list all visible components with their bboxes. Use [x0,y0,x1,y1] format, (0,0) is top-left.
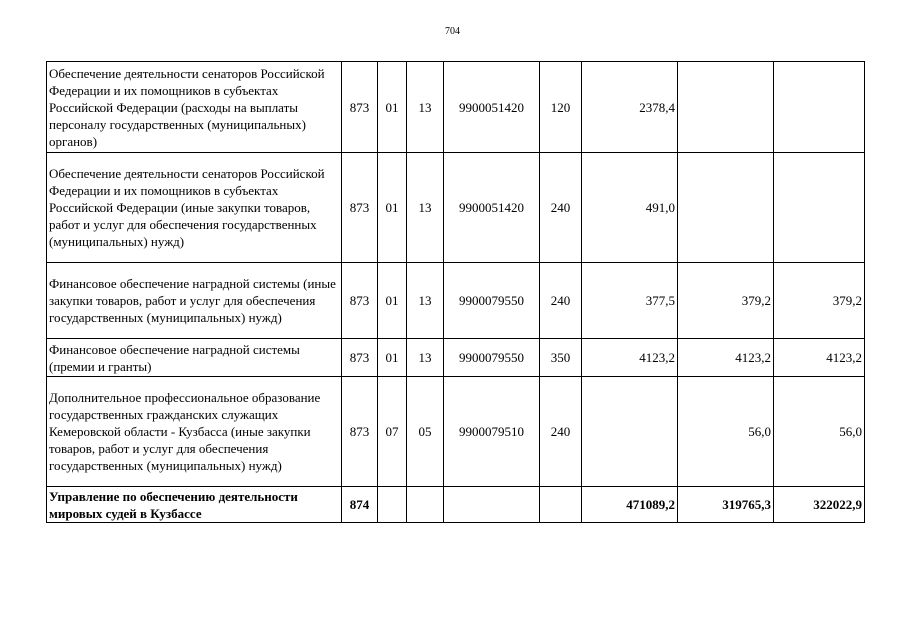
table-row [47,62,865,153]
amount-year-2: 319765,3 [678,487,774,523]
expense-name: Обеспечение деятельности сенаторов Российской Федерации и их помощников в субъектах Российской Федерации (иные закупки товаров, работ и услуг для обеспечения государственных (муниципальных) нужд) [47,153,342,263]
amount-year-2 [678,62,774,153]
target-article-code: 9900079510 [444,377,540,487]
amount-year-3: 379,2 [774,263,865,339]
expense-name: Финансовое обеспечение наградной системы (премии и гранты) [47,339,342,377]
ministry-code: 873 [342,263,378,339]
expense-type-code: 240 [540,377,582,487]
amount-year-2: 4123,2 [678,339,774,377]
ministry-code: 874 [342,487,378,523]
amount-year-2: 56,0 [678,377,774,487]
amount-year-3 [774,62,865,153]
expense-type-code: 350 [540,339,582,377]
subsection-code: 13 [407,153,444,263]
section-code [378,487,407,523]
table-row-total [47,487,865,523]
section-code: 01 [378,62,407,153]
target-article-code: 9900079550 [444,339,540,377]
target-article-code [444,487,540,523]
expense-name: Дополнительное профессиональное образование государственных гражданских служащих Кемеровской области - Кузбасса (иные закупки товаров, работ и услуг для обеспечения государственных (муниципальных) нужд) [47,377,342,487]
target-article-code: 9900079550 [444,263,540,339]
target-article-code: 9900051420 [444,62,540,153]
amount-year-3: 56,0 [774,377,865,487]
section-code: 07 [378,377,407,487]
amount-year-2 [678,153,774,263]
amount-year-1: 2378,4 [582,62,678,153]
table-row [47,263,865,339]
amount-year-1: 491,0 [582,153,678,263]
section-code: 01 [378,339,407,377]
expense-name: Обеспечение деятельности сенаторов Российской Федерации и их помощников в субъектах Российской Федерации (расходы на выплаты персоналу государственных (муниципальных) органов) [47,62,342,153]
expense-type-code: 240 [540,263,582,339]
amount-year-2: 379,2 [678,263,774,339]
subsection-code: 13 [407,62,444,153]
ministry-code: 873 [342,339,378,377]
table-row [47,153,865,263]
expense-name: Финансовое обеспечение наградной системы (иные закупки товаров, работ и услуг для обеспечения государственных (муниципальных) нужд) [47,263,342,339]
amount-year-1: 377,5 [582,263,678,339]
amount-year-3: 4123,2 [774,339,865,377]
table-row [47,377,865,487]
ministry-code: 873 [342,153,378,263]
page-number: 704 [445,26,460,37]
amount-year-3 [774,153,865,263]
expense-name: Управление по обеспечению деятельности мировых судей в Кузбассе [47,487,342,523]
subsection-code [407,487,444,523]
ministry-code: 873 [342,377,378,487]
expense-type-code [540,487,582,523]
subsection-code: 13 [407,263,444,339]
section-code: 01 [378,263,407,339]
target-article-code: 9900051420 [444,153,540,263]
amount-year-1 [582,377,678,487]
amount-year-3: 322022,9 [774,487,865,523]
table-row [47,339,865,377]
subsection-code: 13 [407,339,444,377]
expense-type-code: 120 [540,62,582,153]
ministry-code: 873 [342,62,378,153]
expense-type-code: 240 [540,153,582,263]
subsection-code: 05 [407,377,444,487]
section-code: 01 [378,153,407,263]
budget-table [46,61,865,523]
amount-year-1: 471089,2 [582,487,678,523]
amount-year-1: 4123,2 [582,339,678,377]
